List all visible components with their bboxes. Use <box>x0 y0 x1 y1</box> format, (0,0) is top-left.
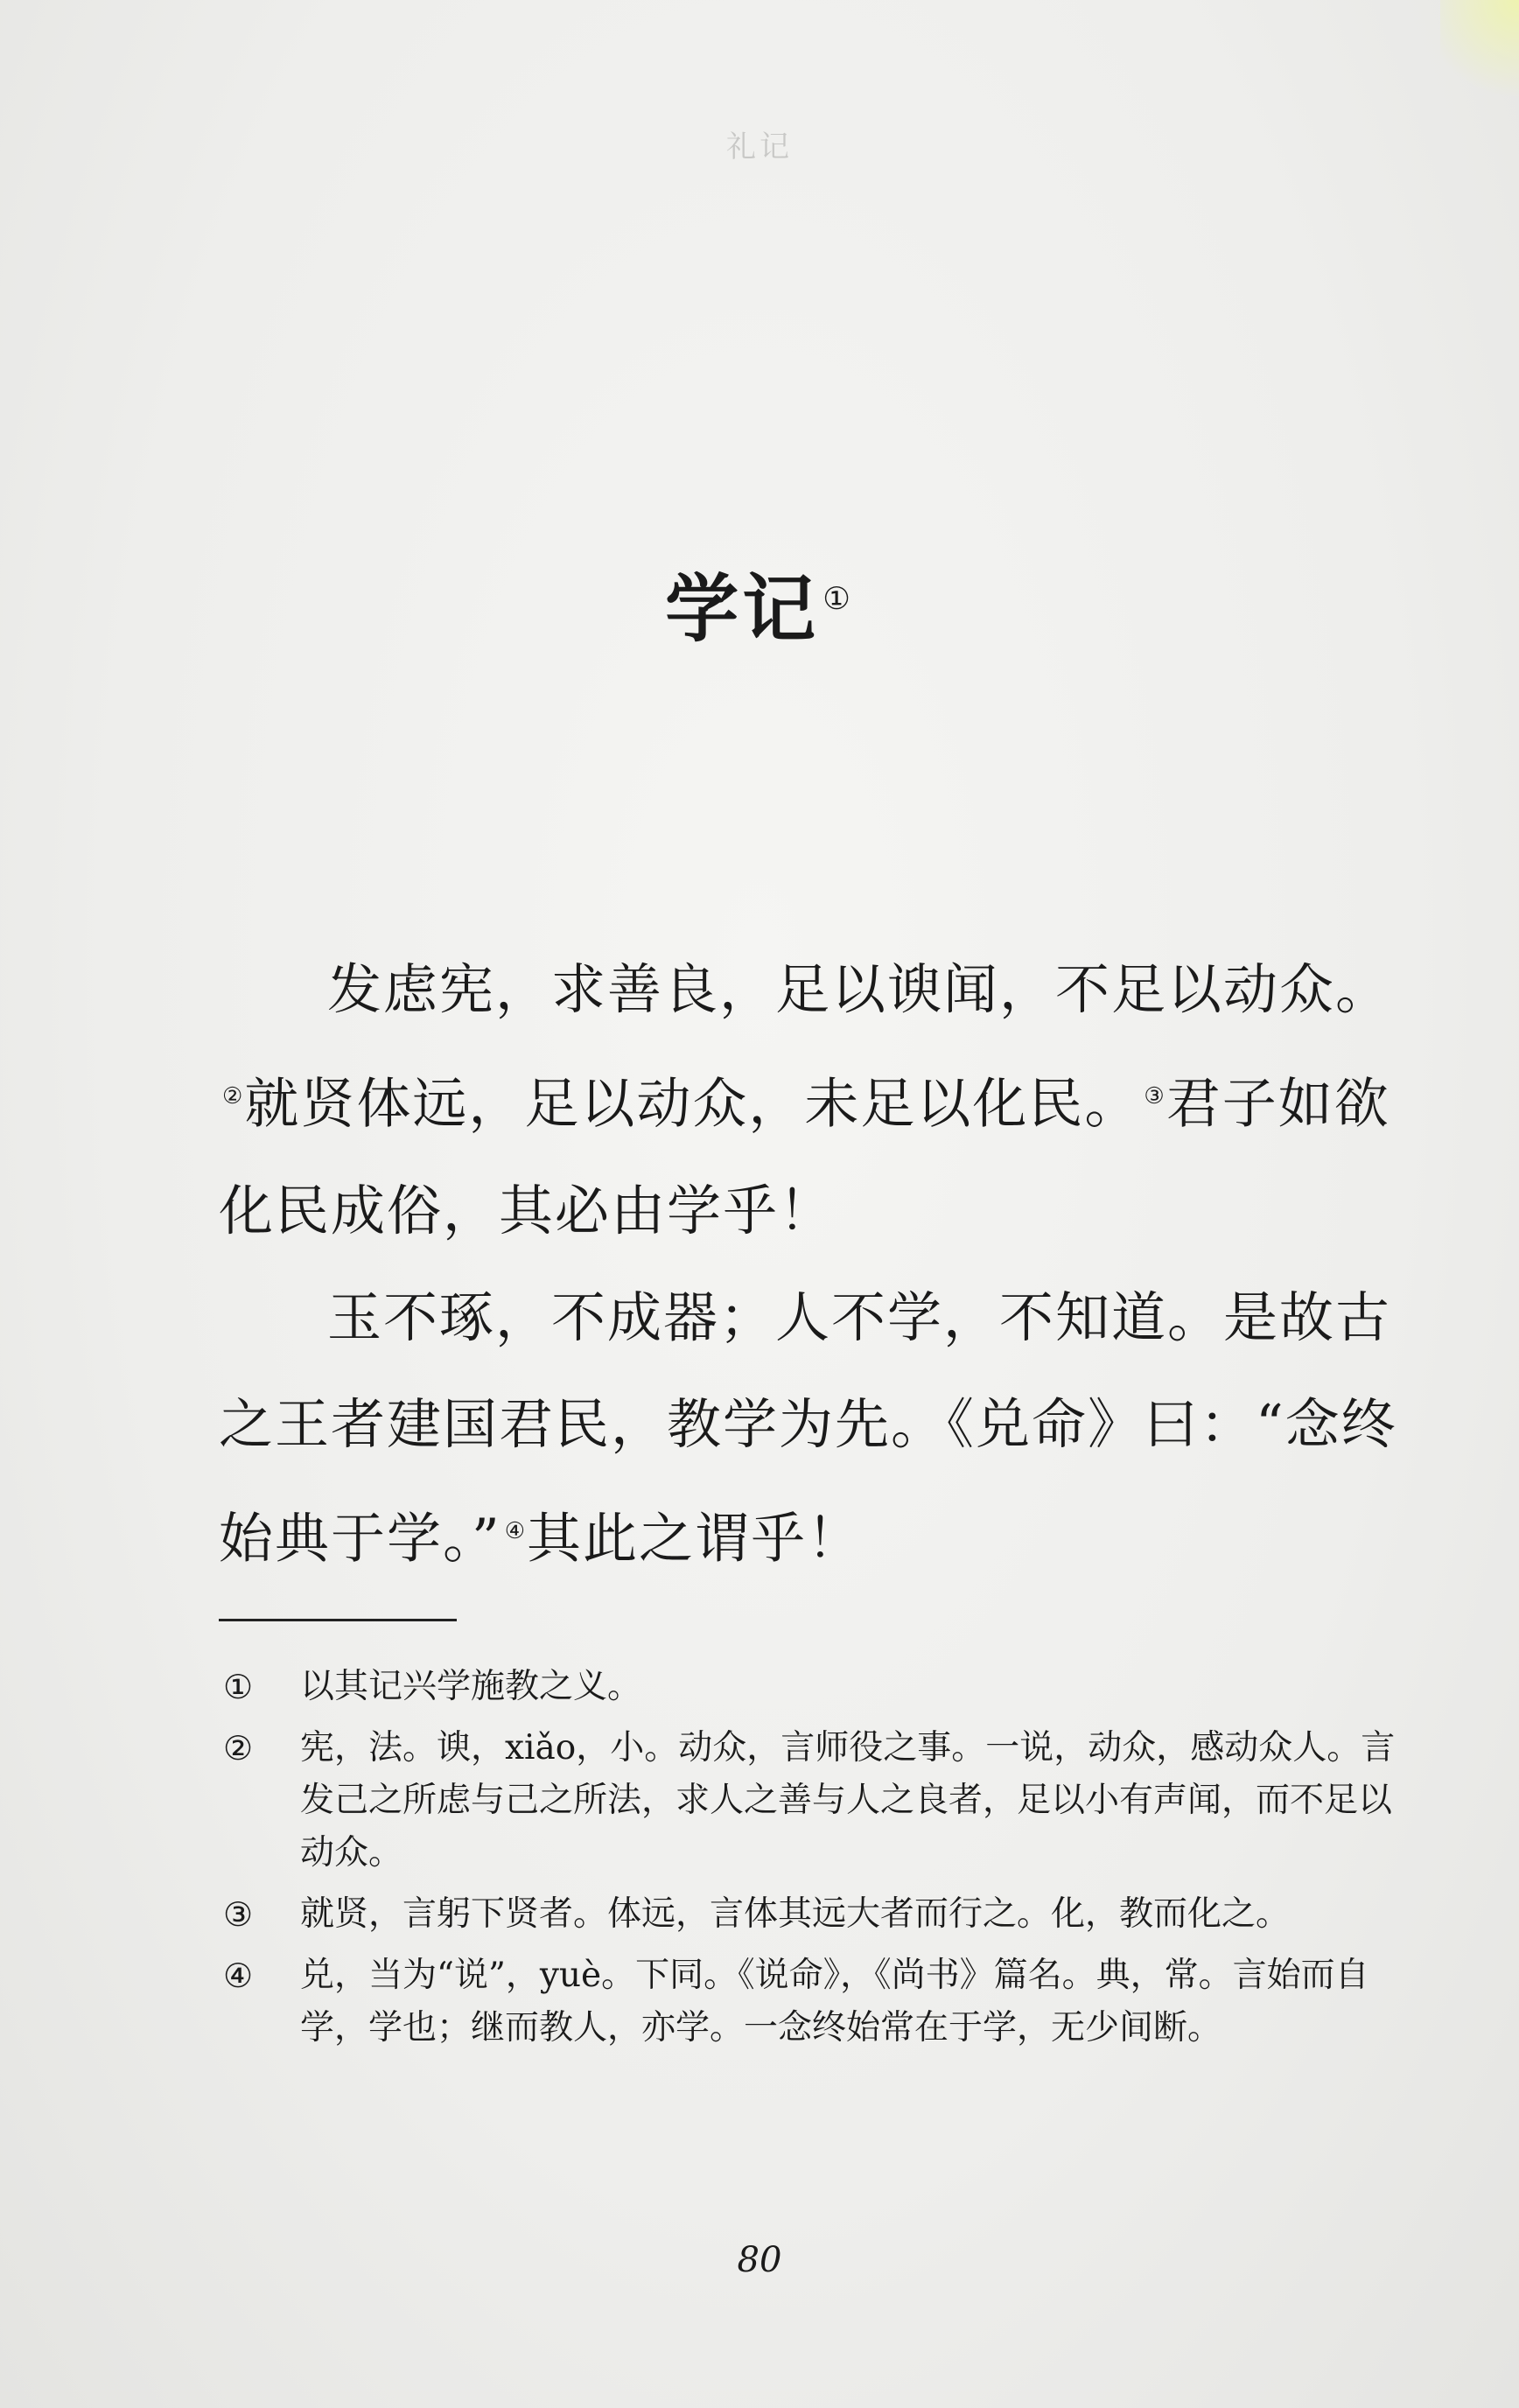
page-corner-stain <box>1440 0 1519 105</box>
chapter-title-text: 学记 <box>665 566 820 652</box>
footnote-text: 宪，法。谀，xiǎo，小。动众，言师役之事。一说，动众，感动众人。言发己之所虑与己之所法，求人之善与人之良者，足以小有声闻，而不足以动众。 <box>300 1728 1396 1872</box>
footnote <box>223 1888 1396 1941</box>
footnote-text: 以其记兴学施教之义。 <box>300 1667 642 1706</box>
footnotes <box>223 1661 1396 2063</box>
paragraph <box>219 936 1400 1264</box>
footnote-mark: ① <box>223 1668 254 1706</box>
footnote-divider <box>219 1619 457 1621</box>
chapter-title <box>0 551 1519 657</box>
running-head: 礼记 <box>726 130 793 164</box>
text-segment: 就贤体远，足以动众，未足以化民。 <box>244 1071 1141 1136</box>
footnote-text: 兑，当为“说”，yuè。下同。《说命》，《尚书》篇名。典，常。言始而自学，学也；继而教人，亦学。一念终始常在于学，无少间断。 <box>300 1956 1369 2048</box>
page-number: 80 <box>737 2240 782 2280</box>
footnote-text: 就贤，言躬下贤者。体远，言体其远大者而行之。化，教而化之。 <box>300 1894 1291 1934</box>
title-note-mark: ① <box>822 581 854 617</box>
note-mark: ④ <box>504 1517 528 1544</box>
footnote <box>223 1950 1396 2054</box>
footnote <box>223 1722 1396 1880</box>
footnote-mark: ④ <box>223 1956 254 1995</box>
note-mark: ② <box>222 1083 245 1110</box>
footnote-mark: ③ <box>223 1895 254 1934</box>
footnote <box>223 1661 1396 1713</box>
paragraph <box>219 1264 1400 1592</box>
text-segment: 玉不琢，不成器；人不学，不知道。是故古之王者建国君民，教学为先。《兑命》曰：“念终始典于学。” <box>219 1284 1397 1571</box>
note-mark: ③ <box>1144 1083 1166 1110</box>
main-text <box>219 936 1400 1592</box>
text-segment: 其此之谓乎！ <box>527 1506 864 1571</box>
footnote-mark: ② <box>223 1729 254 1768</box>
text-segment: 发虑宪，求善良，足以谀闻，不足以动众。 <box>327 957 1392 1021</box>
text-segment: 君子如欲化民成俗，其必由学乎！ <box>219 1071 1390 1242</box>
